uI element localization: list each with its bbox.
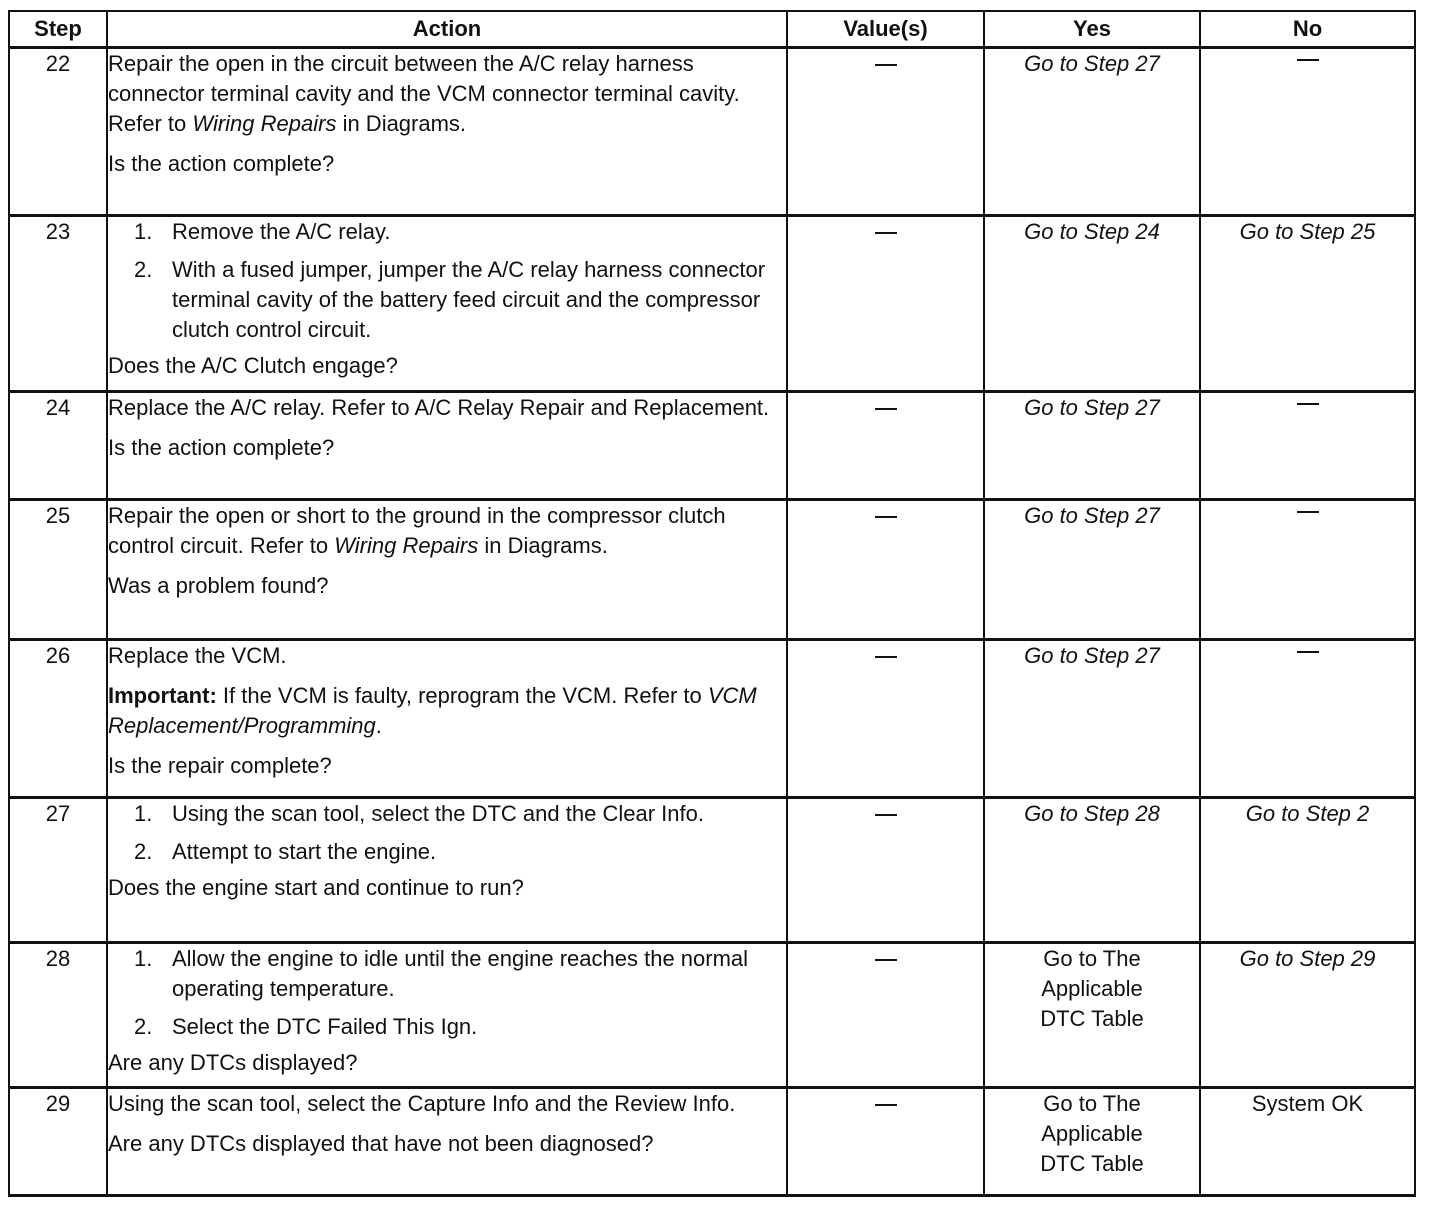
dash-icon: [875, 408, 897, 410]
step-number: 23: [9, 216, 107, 392]
step-number: 28: [9, 943, 107, 1088]
no-goto-link[interactable]: Go to Step 2: [1245, 801, 1370, 826]
action-text: Replace the A/C relay. Refer to A/C Relay Repair and Replacement.: [108, 395, 770, 420]
action-text-part: in Diagrams.: [478, 533, 608, 558]
list-item-text: Remove the A/C relay.: [172, 219, 391, 244]
header-action: Action: [107, 11, 787, 48]
dash-icon: [1297, 511, 1319, 513]
step-number: 26: [9, 640, 107, 798]
table-row: [9, 500, 1415, 640]
no-cell: [1200, 943, 1415, 1088]
action-cell: [107, 798, 787, 943]
yes-goto-link[interactable]: Go to Step 28: [1024, 801, 1160, 826]
action-cell: [107, 216, 787, 392]
yes-goto-link[interactable]: Go to Step 27: [1024, 395, 1160, 420]
step-number: 27: [9, 798, 107, 943]
no-result: System OK: [1251, 1091, 1364, 1116]
yes-line: Go to The: [1043, 946, 1141, 971]
header-step: Step: [9, 11, 107, 48]
yes-goto-link[interactable]: [985, 1089, 1199, 1179]
header-yes: Yes: [984, 11, 1200, 48]
question-text: Is the action complete?: [108, 435, 335, 460]
action-text: Using the scan tool, select the Capture Info and the Review Info.: [108, 1091, 736, 1116]
table-row: [9, 640, 1415, 798]
header-row: [9, 11, 1415, 48]
yes-cell: [984, 500, 1200, 640]
step-number: 29: [9, 1088, 107, 1196]
table-row: [9, 392, 1415, 500]
list-item: 2. Select the DTC Failed This Ign.: [108, 1012, 786, 1042]
reference-link[interactable]: Wiring Repairs: [192, 111, 337, 136]
yes-line: DTC Table: [1040, 1006, 1144, 1031]
action-cell: [107, 392, 787, 500]
action-text-part: in Diagrams.: [336, 111, 467, 136]
list-item-text: Select the DTC Failed This Ign.: [172, 1014, 478, 1039]
yes-line: Applicable: [1041, 976, 1143, 1001]
question-text: Is the action complete?: [108, 151, 335, 176]
table-row: [9, 943, 1415, 1088]
action-text-part: Repair the open or short to the ground in the compressor clutch control circuit. Refer to: [108, 503, 726, 558]
value-cell: [787, 640, 984, 798]
header-values: Value(s): [787, 11, 984, 48]
no-goto-link[interactable]: Go to Step 25: [1239, 219, 1376, 244]
step-number: 25: [9, 500, 107, 640]
table-row: [9, 216, 1415, 392]
table-row: [9, 798, 1415, 943]
yes-goto-link[interactable]: [985, 944, 1199, 1034]
value-cell: [787, 216, 984, 392]
value-cell: [787, 48, 984, 216]
action-cell: [107, 1088, 787, 1196]
value-cell: [787, 500, 984, 640]
yes-goto-link[interactable]: Go to Step 27: [1024, 503, 1160, 528]
no-cell: [1200, 640, 1415, 798]
reference-link[interactable]: Wiring Repairs: [334, 533, 479, 558]
yes-goto-link[interactable]: Go to Step 27: [1024, 643, 1160, 668]
important-text: If the VCM is faulty, reprogram the VCM. Refer to: [216, 683, 708, 708]
yes-cell: [984, 943, 1200, 1088]
important-label: Important:: [108, 683, 217, 708]
yes-cell: [984, 798, 1200, 943]
dash-icon: [875, 516, 897, 518]
dash-icon: [875, 656, 897, 658]
action-cell: [107, 48, 787, 216]
list-item: 1. Using the scan tool, select the DTC and the Clear Info.: [108, 799, 786, 829]
list-item-text: Using the scan tool, select the DTC and the Clear Info.: [172, 801, 704, 826]
no-cell: [1200, 216, 1415, 392]
action-list: [108, 217, 786, 345]
value-cell: [787, 1088, 984, 1196]
action-text: Replace the VCM.: [108, 643, 287, 668]
list-item: 1. Allow the engine to idle until the engine reaches the normal operating temperature.: [108, 944, 786, 1004]
table-row: [9, 48, 1415, 216]
value-cell: [787, 943, 984, 1088]
value-cell: [787, 798, 984, 943]
no-cell: [1200, 798, 1415, 943]
list-item-text: Attempt to start the engine.: [172, 839, 437, 864]
yes-line: Applicable: [1041, 1121, 1143, 1146]
list-item: 2. Attempt to start the engine.: [108, 837, 786, 867]
yes-line: Go to The: [1043, 1091, 1141, 1116]
no-cell: [1200, 48, 1415, 216]
step-number: 24: [9, 392, 107, 500]
yes-goto-link[interactable]: Go to Step 27: [1024, 51, 1160, 76]
yes-cell: [984, 48, 1200, 216]
question-text: Does the A/C Clutch engage?: [108, 353, 398, 378]
dash-icon: [1297, 59, 1319, 61]
action-list: [108, 799, 786, 867]
dash-icon: [1297, 651, 1319, 653]
reference-link[interactable]: VCM Replacement/Programming: [108, 683, 757, 738]
list-item-text: Allow the engine to idle until the engine reaches the normal operating temperature.: [172, 946, 749, 1001]
dash-icon: [875, 959, 897, 961]
action-list: [108, 944, 786, 1042]
yes-cell: [984, 216, 1200, 392]
header-no: No: [1200, 11, 1415, 48]
value-cell: [787, 392, 984, 500]
question-text: Are any DTCs displayed that have not been diagnosed?: [108, 1131, 654, 1156]
question-text: Was a problem found?: [108, 573, 329, 598]
no-goto-link[interactable]: Go to Step 29: [1239, 946, 1376, 971]
no-cell: [1200, 392, 1415, 500]
diagnostic-table: [8, 10, 1416, 1197]
list-item: 2. With a fused jumper, jumper the A/C relay harness connector terminal cavity of the battery feed circuit and the compressor clutch control circuit.: [108, 255, 786, 345]
dash-icon: [875, 814, 897, 816]
important-end: .: [375, 713, 382, 738]
dash-icon: [875, 64, 897, 66]
question-text: Does the engine start and continue to run?: [108, 875, 524, 900]
yes-cell: [984, 392, 1200, 500]
list-item-text: With a fused jumper, jumper the A/C relay harness connector terminal cavity of the battery feed circuit and the compressor clutch control circuit.: [172, 257, 766, 342]
step-number: 22: [9, 48, 107, 216]
yes-goto-link[interactable]: Go to Step 24: [1024, 219, 1160, 244]
action-cell: [107, 500, 787, 640]
table-row: [9, 1088, 1415, 1196]
dash-icon: [875, 1104, 897, 1106]
action-text: [108, 49, 786, 139]
no-cell: [1200, 1088, 1415, 1196]
important-note: [108, 681, 786, 741]
question-text: Are any DTCs displayed?: [108, 1050, 358, 1075]
action-cell: [107, 943, 787, 1088]
action-text: [108, 501, 786, 561]
dash-icon: [1297, 403, 1319, 405]
dash-icon: [875, 232, 897, 234]
yes-cell: [984, 1088, 1200, 1196]
action-text-part: Repair the open in the circuit between the A/C relay harness connector terminal cavity and the VCM connector terminal cavity. Refer to: [108, 51, 740, 136]
question-text: Is the repair complete?: [108, 753, 332, 778]
action-cell: [107, 640, 787, 798]
yes-cell: [984, 640, 1200, 798]
yes-line: DTC Table: [1040, 1151, 1144, 1176]
no-cell: [1200, 500, 1415, 640]
list-item: 1. Remove the A/C relay.: [108, 217, 786, 247]
